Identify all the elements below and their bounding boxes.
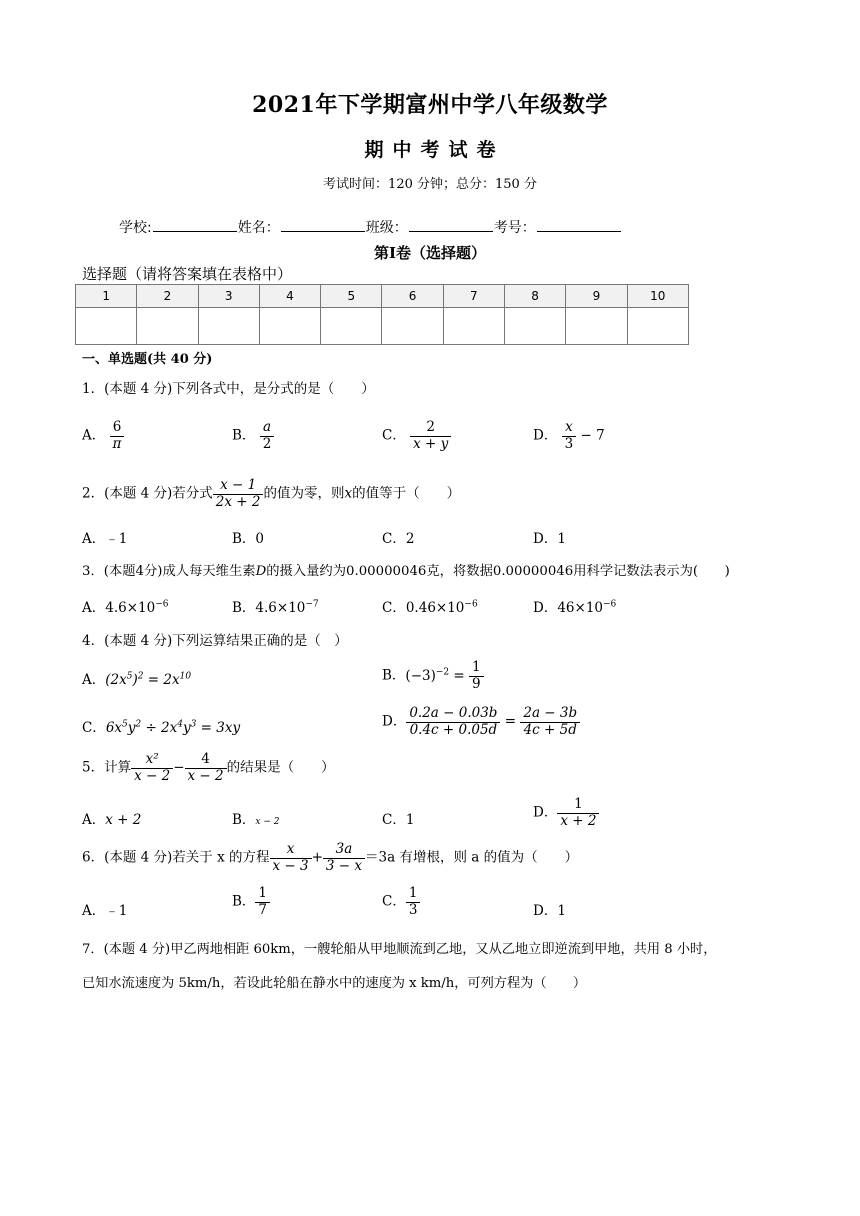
q3-option-a: A．$4.6\times 10^{-6}$ — [82, 599, 169, 616]
q6-option-b: B． $\frac{1}{7}$ — [232, 886, 270, 918]
field-school-blank[interactable] — [153, 219, 237, 232]
q3-option-b: B．$4.6\times 10^{-7}$ — [232, 599, 319, 616]
exam-title: 2021年下学期富州中学八年级数学 — [252, 92, 608, 118]
answer-cell[interactable] — [76, 308, 137, 345]
student-info-fields — [119, 217, 622, 237]
q4-option-d: D． $\frac{0.2a - 0.03b}{0.4c + 0.05d}$ = $\frac{2a - 3b}{4c + 5d}$ — [382, 706, 580, 738]
answer-cell[interactable] — [566, 308, 627, 345]
q4-option-b: B．$(-3)^{-2}$ = $\frac{1}{9}$ — [382, 660, 484, 692]
q4-option-a: A．$(2x^5)^2 = 2x^{10}$ — [82, 671, 192, 688]
exam-info: 考试时间：120 分钟；总分：150 分 — [323, 177, 537, 192]
answer-table-answer-row — [76, 308, 689, 345]
q1-option-a: A． $\frac{6}{\pi}$ — [82, 420, 124, 452]
answer-col-header: 2 — [137, 285, 198, 308]
q2-option-c: C．2 — [382, 531, 415, 547]
q6-option-d: D．1 — [533, 903, 566, 919]
answer-cell[interactable] — [137, 308, 198, 345]
question-3-stem: 3．(本题4分)成人每天维生素D的摄入量约为0.00000046克，将数据0.00000046用科学记数法表示为( ) — [82, 564, 730, 579]
q2-option-b: B．0 — [232, 531, 265, 547]
answer-col-header: 1 — [76, 285, 137, 308]
field-class-label: 班级： — [365, 220, 408, 236]
question-7-line-2: 已知水流速度为 5km/h，若设此轮船在静水中的速度为 x km/h，可列方程为（ ） — [82, 976, 587, 991]
question-5-stem: 5．计算 $\frac{\text{x²}}{x - 2}$ − $\frac{4}{x - 2}$ 的结果是（ ） — [82, 751, 335, 784]
answer-col-header: 3 — [198, 285, 259, 308]
answer-col-header: 4 — [259, 285, 320, 308]
answer-cell[interactable] — [321, 308, 382, 345]
field-name-blank[interactable] — [281, 219, 365, 232]
answer-col-header: 7 — [443, 285, 504, 308]
exam-subtitle: 期中考试卷 — [364, 139, 505, 161]
answer-cell[interactable] — [443, 308, 504, 345]
answer-col-header: 6 — [382, 285, 443, 308]
field-name-label: 姓名： — [237, 220, 280, 236]
answer-cell[interactable] — [198, 308, 259, 345]
q1-option-d: D． $\frac{x}{3}$ − 7 — [533, 419, 605, 452]
answer-cell[interactable] — [259, 308, 320, 345]
q6-option-a: A．﹣1 — [82, 903, 128, 919]
question-1-stem: 1．(本题 4 分)下列各式中，是分式的是（ ） — [82, 381, 375, 397]
q4-option-c: C．$6x^5y^2 \div 2x^4y^3 = 3xy$ — [82, 719, 241, 736]
question-7-line-1: 7．(本题 4 分)甲乙两地相距 60km，一艘轮船从甲地顺流到乙地，又从乙地立即逆流到甲地，共用 8 小时， — [82, 942, 717, 957]
answer-table-title: 选择题（请将答案填在表格中） — [82, 265, 293, 283]
answer-cell[interactable] — [382, 308, 443, 345]
answer-cell[interactable] — [627, 308, 688, 345]
q2-option-a: A．﹣1 — [82, 531, 128, 547]
answer-table-header-row — [76, 285, 689, 308]
q5-option-d: D． $\frac{1}{x + 2}$ — [533, 797, 599, 829]
q6-option-c: C． $\frac{1}{3}$ — [382, 886, 420, 918]
question-2-stem: 2．(本题 4 分)若分式 $\frac{x - 1}{2x + 2}$ 的值为零，则x的值等于（ ） — [82, 477, 461, 510]
field-school-label: 学校: — [119, 220, 152, 236]
q5-option-c: C．1 — [382, 812, 415, 828]
q2-option-d: D．1 — [533, 531, 566, 547]
answer-col-header: 9 — [566, 285, 627, 308]
q1-option-c: C． $\frac{2}{x + y}$ — [382, 420, 451, 452]
q1-option-b: B． $\frac{a}{2}$ — [232, 420, 274, 452]
field-id-blank[interactable] — [537, 219, 621, 232]
question-6-stem: 6．(本题 4 分)若关于 x 的方程 $\frac{x}{x - 3}$ + $\frac{3a}{3 - x}$ ＝3a 有增根，则 a 的值为（ ） — [82, 841, 579, 874]
field-class-blank[interactable] — [409, 219, 493, 232]
q5-option-a: A．x + 2 — [82, 812, 142, 828]
field-id-label: 考号： — [493, 220, 536, 236]
q3-option-c: C．$0.46\times 10^{-6}$ — [382, 599, 478, 616]
part-heading: 第Ⅰ卷（选择题） — [373, 244, 487, 262]
q3-option-d: D．$46\times 10^{-6}$ — [533, 599, 617, 616]
answer-col-header: 8 — [504, 285, 565, 308]
answer-col-header: 10 — [627, 285, 688, 308]
answer-col-header: 5 — [321, 285, 382, 308]
section-heading: 一、单选题(共 40 分) — [82, 352, 213, 367]
answer-table — [75, 284, 689, 345]
q5-option-b: B．x − 2 — [232, 812, 280, 828]
question-4-stem: 4．(本题 4 分)下列运算结果正确的是（ ） — [82, 633, 348, 649]
answer-cell[interactable] — [504, 308, 565, 345]
